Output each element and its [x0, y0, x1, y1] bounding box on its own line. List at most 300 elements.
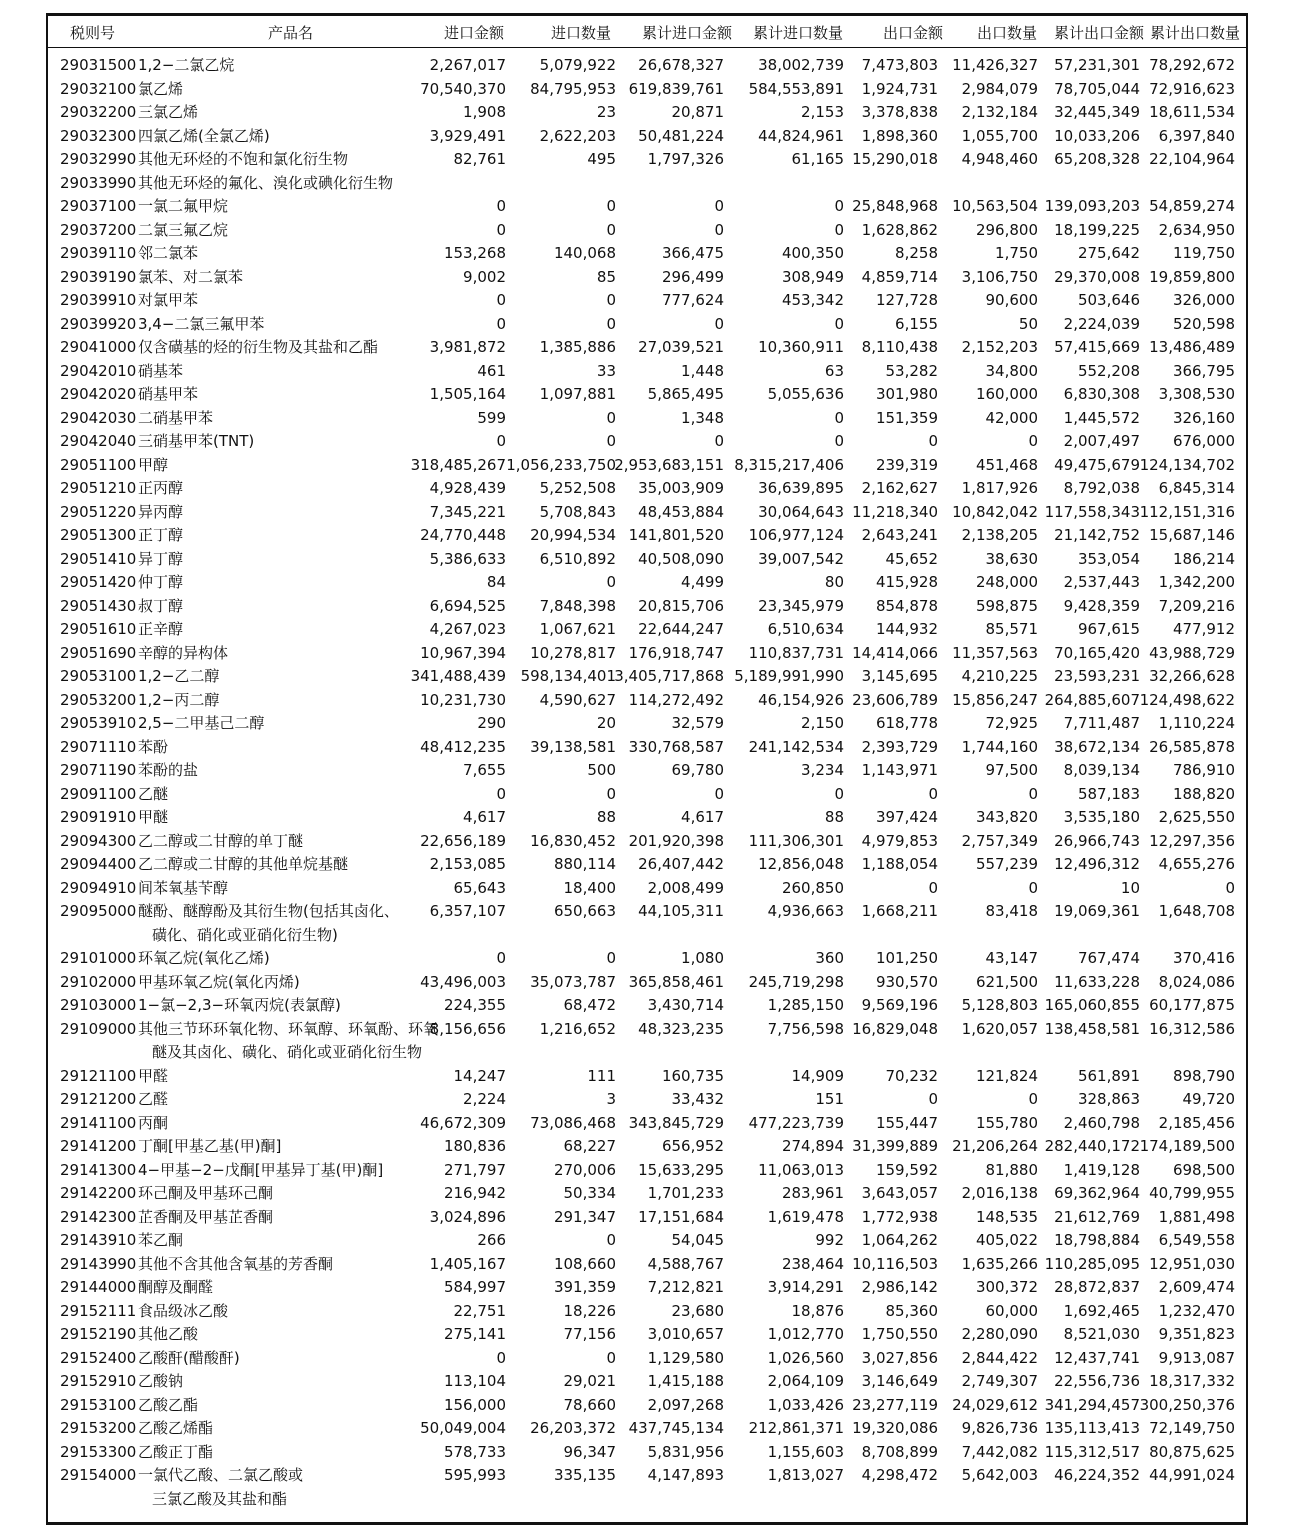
- cell-cum-export-qty: 477,912: [1172, 620, 1235, 638]
- cell-code: 29041000: [60, 338, 137, 356]
- cell-export-qty: 34,800: [985, 361, 1038, 380]
- cell-export-value: 2,162,627: [861, 479, 938, 497]
- cell-import-qty: 108,660: [553, 1254, 616, 1273]
- cell-product-name-line: 苯乙酮: [138, 1231, 184, 1249]
- cell-product-name: [138, 477, 183, 501]
- cell-cum-import-value: 48,453,884: [638, 502, 724, 521]
- cell-import-qty: 33: [596, 361, 616, 380]
- cell-import-qty: 29,021: [563, 1372, 616, 1390]
- table-row: [48, 853, 1246, 877]
- cell-import-value: 2,267,017: [429, 56, 506, 74]
- cell-export-value: 2,986,142: [861, 1278, 938, 1296]
- cell-export-value: 8,708,899: [861, 1442, 938, 1461]
- cell-cum-export-qty: 19,859,800: [1149, 267, 1235, 286]
- table-row: [48, 642, 1246, 666]
- cell-product-name-continuation: 醚及其卤化、磺化、硝化或亚硝化衍生物: [152, 1043, 423, 1061]
- cell-export-qty: 1,635,266: [961, 1254, 1038, 1273]
- cell-product-name-line: 异丁醇: [138, 549, 184, 568]
- cell-code: 29051430: [60, 596, 137, 615]
- cell-export-value: 0: [928, 878, 938, 897]
- cell-product-name: [138, 336, 378, 360]
- cell-cum-export-value: 70,165,420: [1054, 643, 1140, 662]
- cell-cum-import-qty: 1,155,603: [767, 1442, 844, 1461]
- cell-cum-import-value: 4,588,767: [647, 1254, 724, 1273]
- cell-cum-export-qty: 2,634,950: [1158, 220, 1235, 239]
- cell-cum-export-value: 18,798,884: [1054, 1231, 1140, 1249]
- cell-cum-export-qty: 188,820: [1172, 784, 1235, 803]
- cell-product-name: [138, 125, 270, 149]
- cell-import-qty: 39,138,581: [530, 737, 616, 756]
- cell-code: 29051300: [60, 526, 137, 544]
- table-row: [48, 1182, 1246, 1206]
- cell-import-qty: 0: [606, 291, 616, 309]
- cell-cum-import-value: 5,831,956: [647, 1442, 724, 1461]
- cell-cum-export-value: 21,142,752: [1054, 526, 1140, 544]
- cell-cum-import-qty: 1,012,770: [767, 1325, 844, 1343]
- cell-product-name-line: 邻二氯苯: [138, 244, 199, 262]
- cell-code: 29153300: [60, 1442, 137, 1461]
- cell-product-name-line: 1,2−丙二醇: [138, 690, 220, 709]
- cell-cum-import-value: 619,839,761: [628, 79, 724, 98]
- cell-import-value: 275,141: [443, 1325, 506, 1343]
- cell-import-value: 0: [496, 314, 506, 333]
- cell-cum-export-qty: 366,795: [1172, 361, 1235, 380]
- cell-product-name: [138, 1464, 303, 1511]
- cell-export-value: 1,750,550: [861, 1325, 938, 1343]
- cell-cum-import-value: 26,678,327: [638, 56, 724, 74]
- cell-cum-export-value: 46,224,352: [1054, 1466, 1140, 1484]
- cell-cum-export-qty: 40,799,955: [1149, 1184, 1235, 1202]
- cell-code: 29142300: [60, 1207, 137, 1226]
- cell-code: 29037200: [60, 220, 137, 239]
- cell-cum-import-qty: 1,813,027: [767, 1466, 844, 1484]
- cell-cum-import-qty: 1,033,426: [767, 1395, 844, 1414]
- cell-code: 29033990: [60, 173, 137, 192]
- cell-cum-export-value: 328,863: [1077, 1090, 1140, 1108]
- cell-export-value: 0: [928, 784, 938, 803]
- cell-import-value: 0: [496, 432, 506, 450]
- cell-product-name: [138, 830, 303, 854]
- header-cum-export-value: 累计出口金额: [1054, 24, 1145, 42]
- cell-cum-import-qty: 63: [824, 361, 844, 380]
- cell-cum-export-value: 9,428,359: [1063, 596, 1140, 615]
- cell-import-qty: 1,067,621: [539, 620, 616, 638]
- cell-import-value: 266: [477, 1231, 506, 1249]
- cell-import-value: 0: [496, 949, 506, 967]
- cell-cum-import-qty: 453,342: [781, 291, 844, 309]
- table-row: [48, 994, 1246, 1018]
- cell-cum-import-qty: 106,977,124: [748, 526, 844, 544]
- cell-product-name: [138, 101, 198, 125]
- cell-import-value: 578,733: [443, 1442, 506, 1461]
- cell-import-qty: 500: [587, 761, 616, 779]
- cell-code: 29143990: [60, 1254, 137, 1273]
- cell-cum-export-qty: 2,625,550: [1158, 808, 1235, 826]
- cell-product-name: [138, 947, 270, 971]
- table-row: [48, 1370, 1246, 1394]
- cell-code: 29032100: [60, 79, 137, 98]
- cell-cum-import-value: 3,430,714: [647, 996, 724, 1014]
- cell-export-value: 397,424: [875, 808, 938, 826]
- cell-product-name: [138, 524, 183, 548]
- cell-export-value: 155,447: [875, 1113, 938, 1132]
- cell-cum-import-qty: 44,824,961: [758, 126, 844, 145]
- cell-cum-import-value: 365,858,461: [628, 972, 724, 991]
- table-row: [48, 712, 1246, 736]
- cell-export-value: 1,924,731: [861, 79, 938, 98]
- cell-import-qty: 16,830,452: [530, 831, 616, 850]
- cell-product-name-line: 一氯二氟甲烷: [138, 197, 229, 215]
- cell-export-qty: 60,000: [985, 1301, 1038, 1320]
- cell-cum-export-qty: 6,549,558: [1158, 1231, 1235, 1249]
- cell-product-name: [138, 454, 168, 478]
- cell-cum-export-value: 275,642: [1077, 244, 1140, 262]
- cell-export-value: 1,628,862: [861, 220, 938, 239]
- cell-import-qty: 0: [606, 573, 616, 591]
- header-import-value: 进口金额: [444, 24, 505, 42]
- cell-export-value: 19,320,086: [852, 1419, 938, 1437]
- cell-product-name: [138, 806, 168, 830]
- cell-export-qty: 0: [1028, 784, 1038, 803]
- cell-product-name-line: 乙酸正丁酯: [138, 1442, 214, 1461]
- cell-cum-import-qty: 80: [824, 573, 844, 591]
- cell-product-name-line: 正丁醇: [138, 526, 184, 544]
- table-row: [48, 195, 1246, 219]
- table-row: [48, 830, 1246, 854]
- cell-export-qty: 9,826,736: [961, 1419, 1038, 1437]
- cell-code: 29154000: [60, 1466, 137, 1484]
- cell-export-value: 3,027,856: [861, 1348, 938, 1367]
- cell-cum-import-value: 27,039,521: [638, 338, 724, 356]
- cell-import-value: 24,770,448: [420, 526, 506, 544]
- cell-export-qty: 2,984,079: [961, 79, 1038, 98]
- cell-export-value: 415,928: [875, 573, 938, 591]
- cell-cum-export-qty: 1,881,498: [1158, 1207, 1235, 1226]
- cell-import-value: 180,836: [443, 1137, 506, 1155]
- cell-import-value: 1,405,167: [429, 1254, 506, 1273]
- cell-import-value: 7,345,221: [429, 502, 506, 521]
- table-row: [48, 1347, 1246, 1371]
- cell-import-qty: 5,252,508: [539, 479, 616, 497]
- cell-cum-import-value: 7,212,821: [647, 1278, 724, 1296]
- cell-cum-export-value: 29,370,008: [1054, 267, 1140, 286]
- cell-cum-export-qty: 72,149,750: [1149, 1419, 1235, 1437]
- cell-cum-export-qty: 26,585,878: [1149, 737, 1235, 756]
- cell-import-qty: 35,073,787: [530, 972, 616, 991]
- cell-cum-export-value: 353,054: [1077, 549, 1140, 568]
- cell-product-name: [138, 360, 183, 384]
- table-row: [48, 783, 1246, 807]
- cell-cum-import-value: 777,624: [661, 291, 724, 309]
- cell-import-qty: 291,347: [553, 1207, 616, 1226]
- cell-cum-export-value: 341,294,457: [1044, 1395, 1140, 1414]
- cell-import-value: 1,505,164: [429, 385, 506, 403]
- cell-cum-import-value: 2,008,499: [647, 878, 724, 897]
- cell-cum-import-qty: 39,007,542: [758, 549, 844, 568]
- cell-import-qty: 1,097,881: [539, 385, 616, 403]
- cell-product-name-line: 一氯代乙酸、二氯乙酸或: [138, 1466, 304, 1484]
- cell-export-qty: 11,357,563: [952, 643, 1038, 662]
- cell-import-qty: 140,068: [553, 244, 616, 262]
- cell-product-name: [138, 1253, 333, 1277]
- cell-import-value: 3,981,872: [429, 338, 506, 356]
- cell-product-name: [138, 689, 219, 713]
- cell-code: 29037100: [60, 197, 137, 215]
- cell-product-name-line: 氯苯、对二氯苯: [138, 267, 244, 286]
- cell-cum-import-value: 0: [714, 314, 724, 333]
- cell-product-name: [138, 1159, 383, 1183]
- cell-product-name: [138, 1347, 240, 1371]
- cell-code: 29042040: [60, 432, 137, 450]
- cell-cum-import-value: 4,617: [681, 808, 724, 826]
- cell-export-qty: 10,842,042: [952, 502, 1038, 521]
- cell-import-value: 5,386,633: [429, 549, 506, 568]
- cell-cum-export-value: 1,445,572: [1063, 408, 1140, 427]
- cell-cum-import-value: 160,735: [661, 1066, 724, 1085]
- cell-import-qty: 77,156: [563, 1325, 616, 1343]
- cell-export-qty: 1,620,057: [961, 1019, 1038, 1038]
- table-row: [48, 242, 1246, 266]
- cell-cum-import-value: 1,415,188: [647, 1372, 724, 1390]
- cell-import-value: 22,751: [453, 1301, 506, 1320]
- cell-product-name-line: 其他无环烃的不饱和氯化衍生物: [138, 150, 349, 168]
- cell-cum-import-value: 141,801,520: [628, 526, 724, 544]
- cell-export-value: 23,277,119: [852, 1395, 938, 1414]
- cell-cum-export-qty: 12,297,356: [1149, 831, 1235, 850]
- cell-code: 29101000: [60, 949, 137, 967]
- cell-cum-import-qty: 0: [834, 408, 844, 427]
- cell-product-name: [138, 1323, 198, 1347]
- cell-import-value: 43,496,003: [420, 972, 506, 991]
- cell-import-value: 9,002: [463, 267, 506, 286]
- cell-cum-import-value: 44,105,311: [638, 902, 724, 920]
- cell-import-value: 2,153,085: [429, 855, 506, 873]
- cell-cum-import-qty: 11,063,013: [758, 1160, 844, 1179]
- cell-import-qty: 20,994,534: [530, 526, 616, 544]
- cell-product-name: [138, 642, 228, 666]
- cell-import-value: 2,224: [463, 1090, 506, 1108]
- cell-cum-import-qty: 110,837,731: [748, 643, 844, 662]
- cell-product-name: [138, 783, 168, 807]
- cell-product-name: [138, 1018, 438, 1065]
- cell-export-value: 25,848,968: [852, 197, 938, 215]
- cell-export-qty: 1,055,700: [961, 126, 1038, 145]
- cell-export-value: 144,932: [875, 620, 938, 638]
- cell-cum-import-qty: 477,223,739: [748, 1113, 844, 1132]
- table-row: [48, 548, 1246, 572]
- cell-export-value: 2,643,241: [861, 526, 938, 544]
- cell-product-name-continuation: 三氯乙酸及其盐和酯: [152, 1489, 288, 1508]
- cell-cum-import-value: 0: [714, 220, 724, 239]
- cell-import-value: 4,617: [463, 808, 506, 826]
- cell-import-qty: 0: [606, 197, 616, 215]
- cell-import-qty: 85: [596, 267, 616, 286]
- cell-import-value: 271,797: [443, 1160, 506, 1179]
- cell-import-qty: 0: [606, 220, 616, 239]
- cell-cum-export-value: 10: [1120, 878, 1140, 897]
- cell-product-name: [138, 407, 213, 431]
- cell-cum-export-value: 117,558,343: [1044, 502, 1140, 521]
- cell-cum-import-value: 1,448: [681, 361, 724, 380]
- cell-cum-import-qty: 360: [815, 949, 844, 967]
- table-row: [48, 430, 1246, 454]
- cell-export-value: 4,979,853: [861, 831, 938, 850]
- cell-cum-import-qty: 245,719,298: [748, 972, 844, 991]
- cell-import-qty: 335,135: [553, 1466, 616, 1484]
- cell-product-name-line: 乙醚: [138, 784, 169, 803]
- cell-cum-export-value: 282,440,172: [1044, 1137, 1140, 1155]
- cell-import-qty: 3: [606, 1090, 616, 1108]
- cell-cum-import-value: 2,097,268: [647, 1395, 724, 1414]
- cell-cum-export-qty: 1,648,708: [1158, 902, 1235, 920]
- cell-code: 29141300: [60, 1160, 137, 1179]
- cell-import-qty: 0: [606, 408, 616, 427]
- cell-product-name: [138, 1065, 168, 1089]
- cell-cum-export-value: 12,437,741: [1054, 1348, 1140, 1367]
- cell-export-qty: 2,132,184: [961, 103, 1038, 121]
- cell-product-name-line: 1,2−二氯乙烷: [138, 56, 235, 74]
- cell-export-value: 14,414,066: [852, 643, 938, 662]
- cell-cum-import-value: 50,481,224: [638, 126, 724, 145]
- cell-export-value: 0: [928, 1090, 938, 1108]
- table-row: [48, 1464, 1246, 1511]
- cell-code: 29051690: [60, 643, 137, 662]
- cell-cum-export-value: 78,705,044: [1054, 79, 1140, 98]
- cell-product-name-line: 乙酸乙酯: [138, 1395, 199, 1414]
- cell-export-value: 8,110,438: [861, 338, 938, 356]
- cell-import-value: 290: [477, 714, 506, 732]
- cell-code: 29152190: [60, 1325, 137, 1343]
- cell-import-qty: 0: [606, 432, 616, 450]
- cell-export-value: 3,145,695: [861, 667, 938, 685]
- cell-cum-import-qty: 36,639,895: [758, 479, 844, 497]
- cell-cum-export-value: 49,475,679: [1054, 455, 1140, 474]
- cell-product-name: [138, 1441, 213, 1465]
- cell-export-value: 618,778: [875, 714, 938, 732]
- cell-cum-import-qty: 1,285,150: [767, 996, 844, 1014]
- cell-cum-export-qty: 520,598: [1172, 314, 1235, 333]
- cell-import-qty: 96,347: [563, 1442, 616, 1461]
- cell-cum-import-qty: 0: [834, 197, 844, 215]
- cell-code: 29094300: [60, 831, 137, 850]
- cell-cum-export-qty: 786,910: [1172, 761, 1235, 779]
- table-row: [48, 1394, 1246, 1418]
- cell-import-value: 8,156,656: [429, 1019, 506, 1038]
- cell-product-name: [138, 1112, 168, 1136]
- cell-export-value: 45,652: [885, 549, 938, 568]
- cell-cum-import-qty: 308,949: [781, 267, 844, 286]
- cell-code: 29141100: [60, 1113, 137, 1132]
- cell-product-name-line: 丙酮: [138, 1113, 169, 1132]
- cell-product-name-line: 甲醚: [138, 808, 169, 826]
- cell-import-qty: 73,086,468: [530, 1113, 616, 1132]
- cell-cum-export-value: 135,113,413: [1044, 1419, 1140, 1437]
- cell-cum-export-value: 1,419,128: [1063, 1160, 1140, 1179]
- cell-cum-import-value: 69,780: [671, 761, 724, 779]
- cell-cum-import-value: 3,405,717,868: [614, 667, 724, 685]
- cell-export-qty: 160,000: [975, 385, 1038, 403]
- cell-code: 29152111: [60, 1301, 137, 1320]
- table-row: [48, 407, 1246, 431]
- cell-cum-import-value: 114,272,492: [628, 690, 724, 709]
- cell-product-name: [138, 430, 254, 454]
- cell-cum-export-qty: 43,988,729: [1149, 643, 1235, 662]
- table-row: [48, 571, 1246, 595]
- cell-cum-export-value: 28,872,837: [1054, 1278, 1140, 1296]
- cell-product-name: [138, 736, 168, 760]
- cell-cum-export-qty: 6,845,314: [1158, 479, 1235, 497]
- cell-product-name: [138, 595, 183, 619]
- cell-cum-export-qty: 698,500: [1172, 1160, 1235, 1179]
- cell-cum-import-qty: 400,350: [781, 244, 844, 262]
- cell-export-value: 0: [928, 432, 938, 450]
- cell-cum-import-value: 54,045: [671, 1231, 724, 1249]
- cell-import-qty: 26,203,372: [530, 1419, 616, 1437]
- table-row: [48, 665, 1246, 689]
- cell-product-name: [138, 1417, 213, 1441]
- cell-product-name-line: 异丙醇: [138, 502, 184, 521]
- cell-cum-export-value: 18,199,225: [1054, 220, 1140, 239]
- cell-code: 29032200: [60, 103, 137, 121]
- cell-product-name: [138, 853, 348, 877]
- table-row: [48, 125, 1246, 149]
- table-header: [48, 16, 1246, 48]
- cell-export-value: 159,592: [875, 1160, 938, 1179]
- cell-import-value: 65,643: [453, 878, 506, 897]
- cell-import-value: 461: [477, 361, 506, 380]
- cell-product-name: [138, 618, 183, 642]
- cell-import-value: 22,656,189: [420, 831, 506, 850]
- cell-product-name-line: 间苯氧基苄醇: [138, 878, 229, 897]
- cell-cum-import-qty: 1,619,478: [767, 1207, 844, 1226]
- cell-export-qty: 557,239: [975, 855, 1038, 873]
- cell-cum-import-value: 20,815,706: [638, 596, 724, 615]
- cell-code: 29053200: [60, 690, 137, 709]
- table-row: [48, 477, 1246, 501]
- cell-cum-import-qty: 0: [834, 314, 844, 333]
- cell-code: 29091910: [60, 808, 137, 826]
- table-row: [48, 78, 1246, 102]
- cell-cum-import-qty: 1,026,560: [767, 1348, 844, 1367]
- cell-cum-import-value: 0: [714, 197, 724, 215]
- cell-cum-export-qty: 7,209,216: [1158, 596, 1235, 615]
- cell-import-value: 0: [496, 220, 506, 239]
- cell-export-qty: 85,571: [985, 620, 1038, 638]
- cell-cum-export-qty: 4,655,276: [1158, 855, 1235, 873]
- cell-export-qty: 21,206,264: [952, 1137, 1038, 1155]
- cell-code: 29102000: [60, 972, 137, 991]
- cell-cum-export-value: 767,474: [1077, 949, 1140, 967]
- cell-cum-import-qty: 5,189,991,990: [734, 667, 844, 685]
- cell-export-value: 1,668,211: [861, 902, 938, 920]
- cell-cum-export-value: 26,966,743: [1054, 831, 1140, 850]
- cell-cum-import-qty: 8,315,217,406: [734, 455, 844, 474]
- cell-export-value: 3,146,649: [861, 1372, 938, 1390]
- cell-cum-export-value: 115,312,517: [1044, 1442, 1140, 1461]
- cell-cum-export-qty: 6,397,840: [1158, 126, 1235, 145]
- cell-import-value: 70,540,370: [420, 79, 506, 98]
- cell-export-qty: 343,820: [975, 808, 1038, 826]
- cell-code: 29051100: [60, 455, 137, 474]
- cell-cum-export-value: 165,060,855: [1044, 996, 1140, 1014]
- cell-cum-import-value: 20,871: [671, 103, 724, 121]
- cell-import-qty: 650,663: [553, 902, 616, 920]
- cell-import-value: 3,929,491: [429, 126, 506, 145]
- cell-cum-export-qty: 112,151,316: [1139, 502, 1235, 521]
- cell-product-name-line: 环己酮及甲基环己酮: [138, 1184, 274, 1202]
- cell-export-qty: 155,780: [975, 1113, 1038, 1132]
- cell-cum-export-qty: 44,991,024: [1149, 1466, 1235, 1484]
